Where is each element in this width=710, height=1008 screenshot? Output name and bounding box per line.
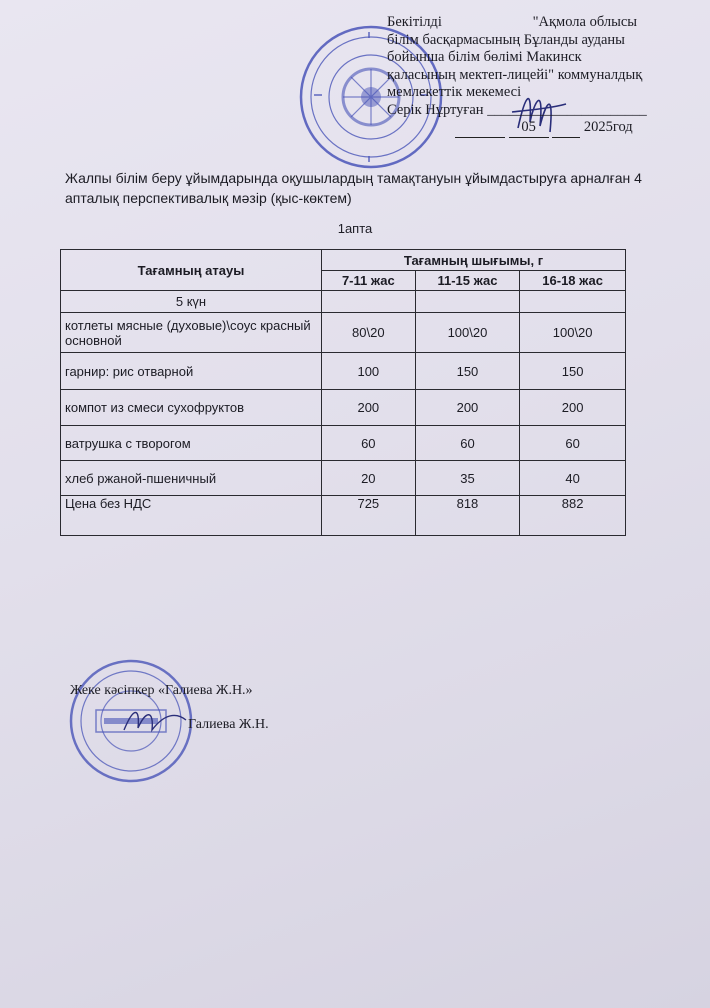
yield-cell: 60 [322,426,416,461]
yield-cell: 150 [415,353,520,390]
table-day-row [61,291,626,313]
approval-line-3: қаласының мектеп-лицейі" коммуналдық [387,66,643,83]
approval-signer: Серік Нұртуған ______________________ [387,101,647,118]
dish-name: компот из смеси сухофруктов [61,390,322,426]
approval-line-2: бойынша білім бөлімі Макинск [387,49,582,65]
age-group-2: 11-15 жас [415,271,520,291]
yield-cell: 150 [520,353,626,390]
approval-line-0: "Ақмола облысы [532,14,637,30]
age-group-1: 7-11 жас [322,271,416,291]
entrepreneur-name: Галиева Ж.Н. [188,717,269,732]
dish-name: котлеты мясные (духовые)\соус красный основной [61,313,322,353]
approval-block [387,14,687,138]
yield-cell: 40 [520,461,626,496]
entrepreneur-line: Жеке кәсіпкер «Галиева Ж.Н.» [70,683,253,698]
document-heading: Жалпы білім беру ұйымдарында оқушылардың тамақтануын ұйымдастыруға арналған 4 апталық перспективалық мәзір (қыс-көктем) [65,170,642,206]
approval-date [387,119,687,138]
table-row [61,313,626,353]
dish-name: хлеб ржаной-пшеничный [61,461,322,496]
yield-cell: 200 [520,390,626,426]
yield-cell: 20 [322,461,416,496]
yield-cell: 60 [520,426,626,461]
price-cell: 882 [520,496,626,536]
table-row [61,353,626,390]
yield-cell: 35 [415,461,520,496]
table-row-price [61,496,626,536]
table-row [61,461,626,496]
yield-cell: 100 [322,353,416,390]
header-dish-name: Тағамның атауы [61,250,322,291]
approval-line-1: білім басқармасының Бұланды ауданы [387,31,625,48]
date-year: 2025год [583,119,633,135]
table-header-row [61,250,626,271]
yield-cell: 60 [415,426,520,461]
table-row [61,426,626,461]
week-label: 1апта [337,221,373,236]
date-month: 05 [509,119,549,138]
signer-name: Серік Нұртуған [387,101,484,118]
price-cell: 818 [415,496,520,536]
table-row [61,390,626,426]
approval-label: Бекітілді [387,14,442,30]
approval-line-4: мемлекеттік мекемесі [387,84,522,100]
age-group-3: 16-18 жас [520,271,626,291]
dish-name: гарнир: рис отварной [61,353,322,390]
dish-name: ватрушка с творогом [61,426,322,461]
yield-cell: 100\20 [520,313,626,353]
yield-cell: 200 [322,390,416,426]
price-label: Цена без НДС [61,496,322,536]
menu-table [60,249,626,536]
day-label: 5 күн [61,291,322,313]
yield-cell: 80\20 [322,313,416,353]
yield-cell: 100\20 [415,313,520,353]
header-yield: Тағамның шығымы, г [322,250,626,271]
price-cell: 725 [322,496,416,536]
yield-cell: 200 [415,390,520,426]
entrepreneur-signature [120,700,190,740]
